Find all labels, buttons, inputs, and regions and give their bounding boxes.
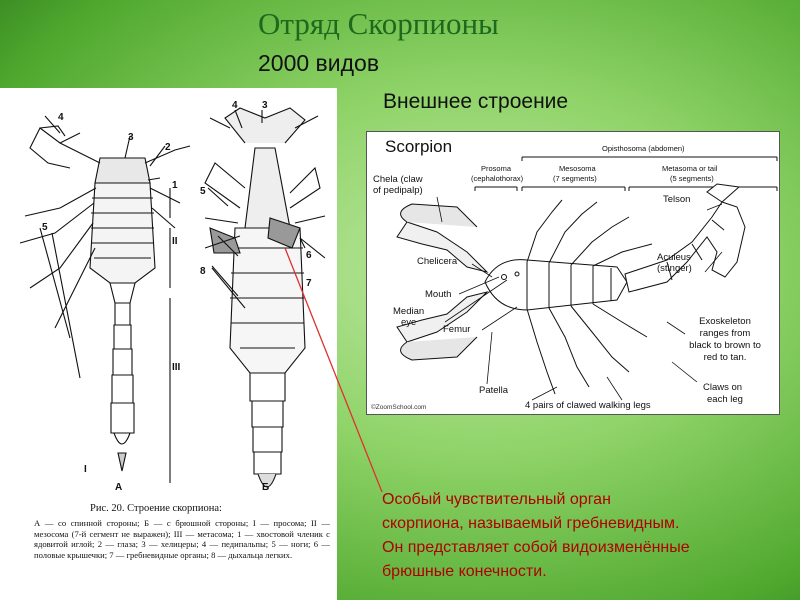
label-exoskeleton-line-3: black to brown to — [689, 340, 761, 351]
note-line-1: Особый чувствительный орган — [382, 491, 611, 508]
label-6-b: 6 — [306, 250, 312, 261]
mesosoma-bracket — [522, 187, 625, 191]
label-exoskeleton-line-1: Exoskeleton — [699, 316, 751, 327]
label-median-eye-line-1: Median — [393, 306, 425, 317]
label-4-a: 4 — [58, 112, 64, 123]
label-mouth: Mouth — [425, 289, 452, 300]
label-exoskeleton-line-4: red to tan. — [703, 352, 747, 363]
tail-outline — [625, 202, 745, 292]
label-mesosoma: Mesosoma — [559, 164, 596, 173]
diagram-credit: ©ZoomSchool.com — [371, 404, 427, 411]
dorsal-view-drawing — [20, 126, 190, 471]
label-median-eye-line-2: eye — [401, 317, 417, 328]
section-heading: Внешнее строение — [383, 90, 569, 113]
label-chela-line-1: Chela (claw — [373, 174, 423, 185]
label-7-b: 7 — [306, 278, 312, 289]
label-opisthosoma: Opisthosoma (abdomen) — [602, 144, 685, 153]
note-line-2: скорпиона, называемый гребневидным. — [382, 515, 680, 532]
label-patella: Patella — [479, 385, 509, 396]
ventral-view-drawing — [205, 108, 325, 487]
label-III: III — [172, 362, 181, 373]
scorpion-diagram — [366, 131, 780, 415]
diagram-title: Scorpion — [385, 137, 453, 156]
label-1-a: 1 — [172, 180, 178, 191]
label-II: II — [172, 236, 178, 247]
textbook-figure — [0, 88, 337, 600]
label-3-b: 3 — [262, 100, 268, 111]
slide-subtitle: 2000 видов — [258, 50, 380, 76]
prosoma-bracket — [475, 187, 517, 191]
label-claws-line-1: Claws on — [703, 382, 743, 393]
label-chelicera: Chelicera — [417, 256, 458, 267]
label-a: А — [115, 482, 123, 493]
label-exoskeleton-line-2: ranges from — [699, 328, 751, 339]
label-3-a: 3 — [128, 132, 134, 143]
note-line-4: брюшные конечности. — [382, 563, 547, 580]
label-5-b: 5 — [200, 186, 206, 197]
label-metasoma-sub: (5 segments) — [670, 174, 714, 183]
comb-organ-note — [382, 488, 792, 584]
label-chela-line-2: of pedipalp) — [373, 185, 423, 196]
textbook-scorpion-drawing — [0, 88, 337, 508]
note-line-3: Он представляет собой видоизменённые — [382, 539, 690, 556]
label-claws-line-2: each leg — [707, 394, 743, 405]
label-aculeus-line-2: (stinger) — [657, 263, 692, 274]
label-femur: Femur — [443, 324, 471, 335]
label-4-b: 4 — [232, 100, 238, 111]
label-prosoma: Prosoma — [481, 164, 512, 173]
opisthosoma-bracket — [522, 157, 777, 161]
label-telson: Telson — [663, 194, 691, 205]
label-8-b: 8 — [200, 266, 206, 277]
label-5-a: 5 — [42, 222, 48, 233]
label-walking-legs: 4 pairs of clawed walking legs — [525, 400, 651, 411]
metasoma-bracket — [629, 187, 777, 191]
label-mesosoma-sub: (7 segments) — [553, 174, 597, 183]
label-b: Б — [262, 482, 270, 493]
figure-caption-title: Рис. 20. Строение скорпиона: — [90, 503, 222, 514]
label-I-tail: I — [84, 464, 87, 475]
slide-title: Отряд Скорпионы — [258, 6, 499, 41]
label-aculeus-line-1: Aculeus — [657, 252, 691, 263]
label-prosoma-sub: (cephalothorax) — [471, 174, 524, 183]
label-metasoma: Metasoma or tail — [662, 164, 718, 173]
figure-caption-text: А — со спинной стороны; Б — с брюшной стороны; I — просома; II — мезосома (7-й сегмент не выражен); III — метасома; 1 — хвостовой членик с ядовитой иглой; 2 — глаза; 3 — хелицеры; 4 — педипальпы; 5 — ноги; 6 — половые крышечки; 7 — гребневидные органы; 8 — дыхальца легких. — [34, 518, 330, 560]
label-2-a: 2 — [165, 142, 171, 153]
body-outline — [485, 260, 627, 310]
